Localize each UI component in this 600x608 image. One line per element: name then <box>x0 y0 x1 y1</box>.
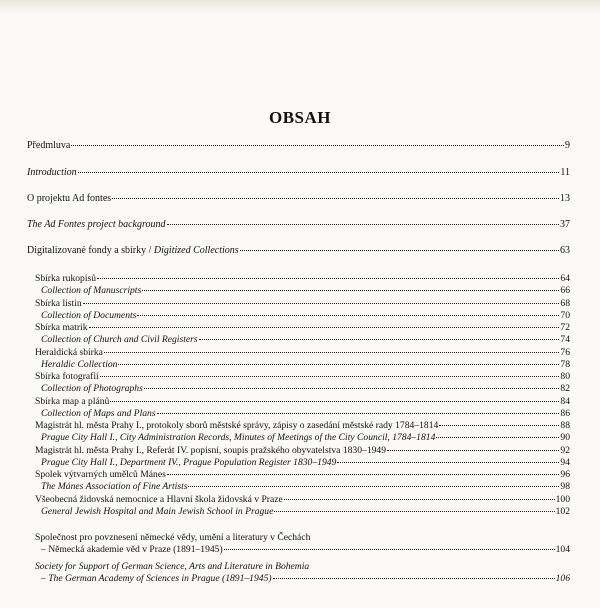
toc-entry-label <box>27 245 239 257</box>
toc-entry[interactable] <box>27 469 570 481</box>
toc-entry-label: Society for Support of German Science, Arts and Literature in Bohemia <box>35 561 310 572</box>
toc-entry-page: 9 <box>565 140 570 151</box>
toc-entry-label: Předmluva <box>27 140 71 151</box>
toc-entry-predmluva[interactable] <box>27 140 570 152</box>
toc-entry-label: Sbírka map a plánů <box>35 395 110 407</box>
leader-dots <box>71 145 564 146</box>
leader-dots <box>199 339 560 340</box>
leader-dots <box>240 250 559 251</box>
toc-entry[interactable] <box>27 273 570 285</box>
toc-entry-page: 100 <box>555 493 570 505</box>
leader-dots <box>167 474 560 475</box>
toc-entry-page: 63 <box>560 245 570 256</box>
leader-dots <box>157 413 560 414</box>
leader-dots <box>137 315 559 316</box>
leader-dots <box>100 376 560 377</box>
leader-dots <box>142 290 559 291</box>
toc-entry-page: 98 <box>560 481 570 493</box>
leader-dots <box>118 364 559 365</box>
toc-entry-page: 90 <box>560 432 570 444</box>
toc-entry[interactable] <box>27 334 570 346</box>
toc-entry-page: 106 <box>555 573 570 584</box>
leader-dots <box>89 327 560 328</box>
toc-entry-label: Sbírka fotografií <box>35 371 99 382</box>
toc-entry[interactable] <box>27 371 570 383</box>
toc-entry-page: 66 <box>560 285 570 297</box>
toc-entry-label: Introduction <box>27 167 77 178</box>
toc-entry-label: The Mánes Association of Fine Artists <box>41 481 188 493</box>
leader-dots <box>337 462 559 463</box>
toc-entry-label: Collection of Maps and Plans <box>41 407 156 419</box>
leader-dots <box>188 486 559 487</box>
toc-entry-page: 92 <box>560 444 570 456</box>
toc-entry-label: Magistrát hl. města Prahy I., protokoly sborů městské správy, zápisy o zasedání městské rady 1784–1814 <box>35 420 439 431</box>
toc-entry-introduction[interactable] <box>27 167 570 179</box>
toc-entry-label-cz: Digitalizované fondy a sbírky / <box>27 245 154 256</box>
toc-entry[interactable] <box>27 396 570 408</box>
leader-dots <box>97 278 559 279</box>
toc-entry-digitized-collections[interactable] <box>27 245 570 257</box>
toc-entry-page: 86 <box>560 407 570 419</box>
toc-entry-page: 72 <box>560 322 570 333</box>
toc-entry[interactable] <box>27 322 570 334</box>
toc-entry-label-en: Digitized Collections <box>153 245 239 256</box>
toc-entry-page: 37 <box>560 219 570 230</box>
toc-entry-page: 11 <box>560 167 570 178</box>
toc-entry-label: Sbírka listin <box>35 297 82 309</box>
toc-entry-o-projektu[interactable] <box>27 193 570 205</box>
toc-entry-society-cz-line1[interactable] <box>27 532 570 544</box>
leader-dots <box>112 198 559 199</box>
toc-entry-society-en-line2[interactable] <box>27 573 570 585</box>
leader-dots <box>144 388 560 389</box>
toc-entry[interactable] <box>27 457 570 469</box>
toc-entry[interactable] <box>27 408 570 420</box>
toc-entry[interactable] <box>27 494 570 506</box>
leader-dots <box>83 303 560 304</box>
toc-entry-label: Collection of Church and Civil Registers <box>41 334 198 346</box>
toc-entry-page: 74 <box>560 334 570 346</box>
toc-entry-label: The Ad Fontes project background <box>27 219 166 230</box>
toc-entry-page: 88 <box>560 420 570 431</box>
toc-entry-page: 76 <box>560 346 570 358</box>
toc-entry[interactable] <box>27 298 570 310</box>
toc-entry-label: Prague City Hall I., City Administration Records, Minutes of Meetings of the City Council, 1784–1814 <box>41 432 436 444</box>
leader-dots <box>439 425 559 426</box>
leader-dots <box>110 401 559 402</box>
toc-entry-label: Heraldic Collection <box>41 358 118 370</box>
toc-entry-page: 104 <box>555 544 570 555</box>
toc-entry-label: Collection of Photographs <box>41 383 143 395</box>
toc-entry-page: 94 <box>560 456 570 468</box>
page-edge <box>0 0 600 14</box>
toc-entry-label: O projektu Ad fontes <box>27 193 112 204</box>
leader-dots <box>273 578 555 579</box>
toc-entry-page: 80 <box>560 371 570 382</box>
toc-entry-label: General Jewish Hospital and Main Jewish School in Prague <box>41 505 274 517</box>
page-title: OBSAH <box>268 108 332 127</box>
toc-entry[interactable] <box>27 359 570 371</box>
toc-entry-label: Heraldická sbírka <box>35 346 103 358</box>
toc-entry-page: 68 <box>560 297 570 309</box>
toc-entry-page: 82 <box>560 383 570 395</box>
toc-entry-label: Prague City Hall I., Department IV., Prague Population Register 1830–1949 <box>41 456 337 468</box>
toc-entry-page: 96 <box>560 469 570 480</box>
toc-entry-label: – Německá akademie věd v Praze (1891–1945) <box>41 544 223 555</box>
toc-entry-label: Collection of Manuscripts <box>41 285 142 297</box>
leader-dots <box>78 172 560 173</box>
toc-entry-page: 70 <box>560 309 570 321</box>
leader-dots <box>274 511 554 512</box>
toc-entry-page: 13 <box>560 193 570 204</box>
toc-entry-label: Collection of Documents <box>41 309 137 321</box>
leader-dots <box>387 450 559 451</box>
toc-entry-page: 84 <box>560 395 570 407</box>
toc-entry[interactable] <box>27 285 570 297</box>
toc-entry-society-en-line1[interactable] <box>27 561 570 573</box>
leader-dots <box>224 549 555 550</box>
toc-entry-label: Magistrát hl. města Prahy I., Referát IV. popisní, soupis pražského obyvatelstva 1830–1949 <box>35 444 387 456</box>
toc-entry-label: Společnost pro povznesení německé vědy, umění a literatury v Čechách <box>35 532 311 543</box>
leader-dots <box>167 224 560 225</box>
toc-entry[interactable] <box>27 347 570 359</box>
toc-entry-label: Sbírka rukopisů <box>35 273 97 284</box>
toc-entry-page: 78 <box>560 358 570 370</box>
toc-entry[interactable] <box>27 506 570 518</box>
toc-entry[interactable] <box>27 310 570 322</box>
toc-entry-label: Spolek výtvarných umělců Mánes <box>35 469 166 480</box>
toc-entry-label: Sbírka matrik <box>35 322 88 333</box>
leader-dots <box>284 499 555 500</box>
toc-entry-project-background[interactable] <box>27 219 570 231</box>
toc-entry-page: 64 <box>560 273 570 284</box>
toc-entry[interactable] <box>27 432 570 444</box>
toc-entry-society-cz-line2[interactable] <box>27 544 570 556</box>
toc-entry[interactable] <box>27 445 570 457</box>
toc-entry[interactable] <box>27 420 570 432</box>
toc-entry-page: 102 <box>555 505 570 517</box>
toc-entry-label: Všeobecná židovská nemocnice a Hlavní škola židovská v Praze <box>35 493 283 505</box>
toc-entry[interactable] <box>27 481 570 493</box>
toc-entry-label: – The German Academy of Sciences in Prague (1891–1945) <box>41 573 272 584</box>
leader-dots <box>104 352 559 353</box>
leader-dots <box>436 437 559 438</box>
toc-entry[interactable] <box>27 383 570 395</box>
